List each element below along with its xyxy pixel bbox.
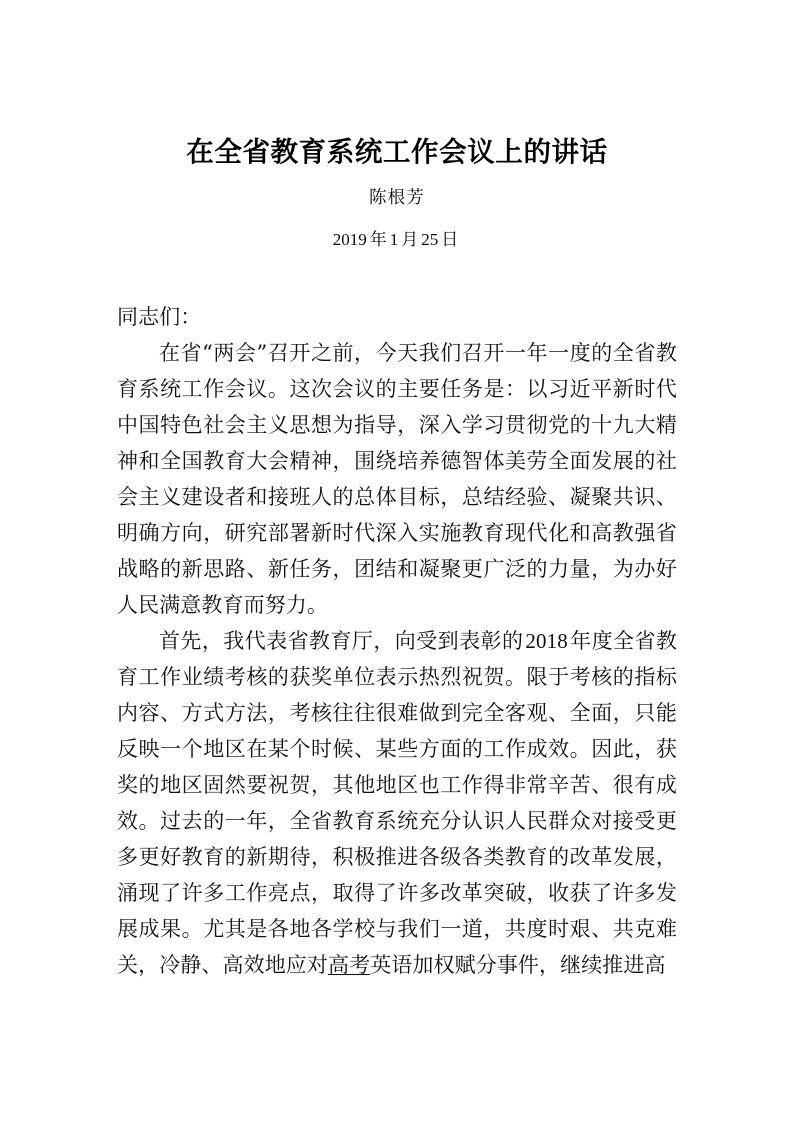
underlined-term-gaokao: 高考 (328, 953, 371, 978)
paragraph-2-segment-1: 首先，我代表省教育厅，向受到表彰的 (159, 629, 524, 654)
document-date (117, 210, 677, 251)
paragraph-1: 在省“两会”召开之前，今天我们召开一年一度的全省教育系统工作会议。这次会议的主要任务是：以习近平新时代中国特色社会主义思想为指导，深入学习贯彻党的十九大精神和全国教育大会精神，围绕培养德智体美劳全面发展的社会主义建设者和接班人的总体目标，总结经验、凝聚共识、明确方向，研究部署新时代深入实施教育现代化和高教强省战略的新思路、新任务，团结和凝聚更广泛的力量，为办好人民满意教育而努力。 (117, 341, 677, 618)
salutation-line: 同志们： (117, 305, 202, 330)
document-author: 陈根芳 (368, 188, 426, 209)
paragraph-2-segment-2: 年度全省教育工作业绩考核的获奖单位表示热烈祝贺。限于考核的指标内容、方式方法，考核往往很难做到完全客观、全面，只能反映一个地区在某个时候、某些方面的工作成效。因此，获奖的地区固然要祝贺，其他地区也工作得非常辛苦、很有成效。过去的一年，全省教育系统充分认识人民群众对接受更多更好教育的新期待，积极推进各级各类教育的改革发展，涌现了许多工作亮点，取得了许多改革突破，收获了许多发展成果。尤其是各地各学校与我们一道，共度时艰、共克难关，冷静、高效地应对 (117, 629, 678, 978)
date-year: 2019 (332, 230, 367, 250)
paragraph-2 (117, 623, 677, 983)
date-year-label: 年 (369, 230, 387, 251)
date-day: 25 (421, 230, 439, 250)
page-title: 在全省教育系统工作会议上的讲话 (186, 136, 608, 167)
paragraph-2-segment-3: 英语加权赋分事件，继续推进高 (370, 953, 666, 978)
body-text (117, 251, 677, 983)
date-day-label: 日 (441, 230, 459, 251)
year-2018: 2018 (525, 629, 568, 654)
date-month-label: 月 (401, 230, 419, 251)
date-month: 1 (389, 230, 399, 250)
document-content (117, 0, 677, 983)
